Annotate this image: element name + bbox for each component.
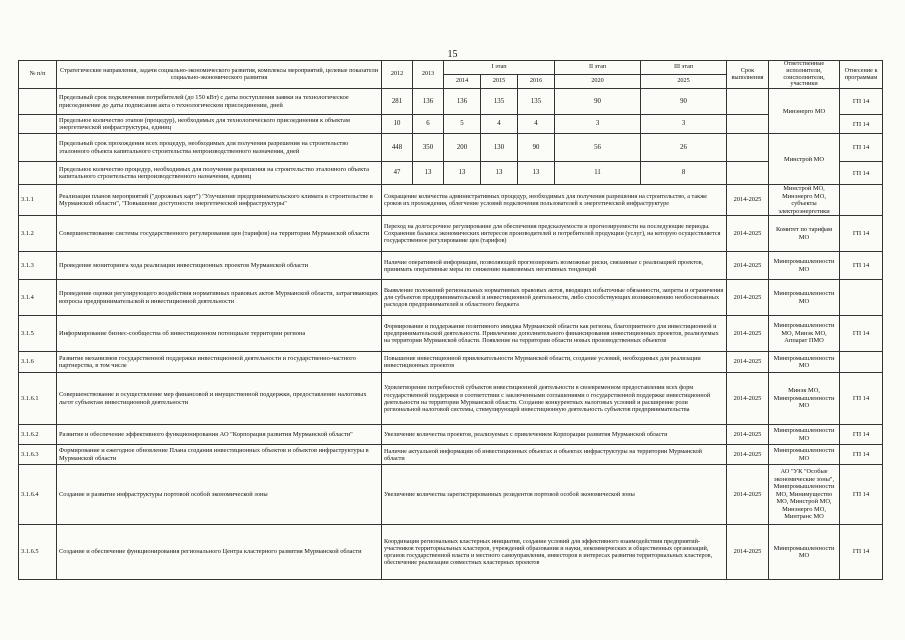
indicator-program: ГП 14 bbox=[840, 162, 883, 185]
indicator-value: 11 bbox=[555, 162, 641, 185]
measure-description: Сокращение количества административных процедур, необходимых для получения разрешения на строительство, а также сроков их прохождения, облегчение условий подключения пользователей к энергетической инфраструктуре bbox=[382, 185, 727, 216]
indicator-name: Предельный срок подключения потребителей (до 150 кВт) с даты поступления заявки на технологическое присоединение до даты подписания акта о технологическом присоединении, дней bbox=[57, 89, 382, 115]
indicator-value: 13 bbox=[444, 162, 481, 185]
header-stage-1: I этап bbox=[444, 61, 555, 75]
measure-term: 2014-2025 bbox=[727, 425, 769, 445]
indicator-value: 136 bbox=[444, 89, 481, 115]
measure-program: ГП 14 bbox=[840, 465, 883, 525]
measure-name: Создание и развитие инфраструктуры портовой особой экономической зоны bbox=[57, 465, 382, 525]
measure-num: 3.1.1 bbox=[19, 185, 57, 216]
indicator-responsible: Минэнерго МО bbox=[769, 89, 840, 134]
measure-row bbox=[19, 216, 883, 252]
measure-term: 2014-2025 bbox=[727, 373, 769, 425]
indicator-value: 3 bbox=[555, 115, 641, 134]
measure-description: Координация региональных кластерных инициатив, создание условий для эффективного взаимодействия предприятий-участников территориальных кластеров, учреждений образования и науки, некоммерческих и общественных организаций, органов государственной власти и местного самоуправления, инвесторов в интересах развития территориальных кластеров, обеспечение реализации совместных кластерных проектов bbox=[382, 525, 727, 580]
indicator-row bbox=[19, 162, 883, 185]
measure-responsible: Минпромышленности МО bbox=[769, 252, 840, 280]
measure-term: 2014-2025 bbox=[727, 465, 769, 525]
header-2025: 2025 bbox=[641, 75, 727, 89]
measure-responsible: АО "УК "Особые экономические зоны", Минпромышленности МО, Минимущество МО, Минстрой МО, Минэнерго МО, Минтранс МО bbox=[769, 465, 840, 525]
indicator-name: Предельное количество процедур, необходимых для получения разрешения на строительство эталонного объекта капитального строительства непроизводственного назначения, единиц bbox=[57, 162, 382, 185]
measure-term: 2014-2025 bbox=[727, 525, 769, 580]
measure-responsible: Минэк МО, Минпромышленности МО bbox=[769, 373, 840, 425]
measure-name: Формирование и ежегодное обновление Плана создания инвестиционных объектов и объектов инфраструктуры в Мурманской области bbox=[57, 445, 382, 465]
measure-responsible: Минпромышленности МО bbox=[769, 445, 840, 465]
measure-term: 2014-2025 bbox=[727, 445, 769, 465]
header-responsible: Ответственные исполнители, соисполнители, участники bbox=[769, 61, 840, 89]
measure-program bbox=[840, 352, 883, 373]
indicator-value: 136 bbox=[413, 89, 444, 115]
indicator-value: 350 bbox=[413, 134, 444, 162]
header-2016: 2016 bbox=[518, 75, 555, 89]
header-name: Стратегические направления, задачи социально-экономического развития, комплексы мероприятий, целевые показатели социально-экономического развития bbox=[57, 61, 382, 89]
strategy-table bbox=[18, 60, 883, 580]
indicator-value: 13 bbox=[518, 162, 555, 185]
measure-name: Информирование бизнес-сообщества об инвестиционном потенциале территории региона bbox=[57, 316, 382, 352]
page-number: 15 bbox=[447, 49, 458, 60]
indicator-value: 4 bbox=[518, 115, 555, 134]
measure-row bbox=[19, 280, 883, 316]
measure-name: Создание и обеспечение функционирования регионального Центра кластерного развития Мурманской области bbox=[57, 525, 382, 580]
measure-row bbox=[19, 425, 883, 445]
measure-program bbox=[840, 185, 883, 216]
header-program: Отнесение к программам bbox=[840, 61, 883, 89]
indicator-value: 8 bbox=[641, 162, 727, 185]
indicator-value: 90 bbox=[641, 89, 727, 115]
measure-name: Совершенствование и осуществление мер финансовой и имущественной поддержки, предоставление налоговых льгот субъектам инвестиционной деятельности bbox=[57, 373, 382, 425]
indicator-value: 448 bbox=[382, 134, 413, 162]
measure-description: Выявление положений региональных нормативных правовых актов, вводящих избыточные обязанности, запреты и ограничения для субъектов предпринимательской и инвестиционной деятельности, либо способствующих возникновению необоснованных расходов предпринимателей и областного бюджета bbox=[382, 280, 727, 316]
measure-program: ГП 14 bbox=[840, 316, 883, 352]
header-2015: 2015 bbox=[481, 75, 518, 89]
measure-program: ГП 14 bbox=[840, 525, 883, 580]
indicator-value: 10 bbox=[382, 115, 413, 134]
header-2012: 2012 bbox=[382, 61, 413, 89]
indicator-value: 4 bbox=[481, 115, 518, 134]
measure-num: 3.1.6.5 bbox=[19, 525, 57, 580]
indicator-row bbox=[19, 89, 883, 115]
header-stage-2: II этап bbox=[555, 61, 641, 75]
header-stage-3: III этап bbox=[641, 61, 727, 75]
measure-responsible: Минпромышленности МО bbox=[769, 425, 840, 445]
measure-num: 3.1.6.3 bbox=[19, 445, 57, 465]
measure-num: 3.1.6.4 bbox=[19, 465, 57, 525]
indicator-value: 135 bbox=[518, 89, 555, 115]
measure-description: Увеличение количества проектов, реализуемых с привлечением Корпорации развития Мурманской области bbox=[382, 425, 727, 445]
measure-program: ГП 14 bbox=[840, 252, 883, 280]
measure-responsible: Минпромышленности МО, Минэк МО, Аппарат ПМО bbox=[769, 316, 840, 352]
measure-row bbox=[19, 316, 883, 352]
indicator-value: 6 bbox=[413, 115, 444, 134]
measure-row bbox=[19, 525, 883, 580]
header-num: № п/п bbox=[19, 61, 57, 89]
measure-description: Наличие оперативной информации, позволяющей прогнозировать возможные риски, связанные с реализацией проектов, принимать оперативные меры по снижению выявляемых негативных тенденций bbox=[382, 252, 727, 280]
measure-program: ГП 14 bbox=[840, 445, 883, 465]
indicator-name: Предельное количество этапов (процедур), необходимых для технологического присоединения к объектам энергетической инфраструктуры, единиц bbox=[57, 115, 382, 134]
measure-num: 3.1.2 bbox=[19, 216, 57, 252]
indicator-program: ГП 14 bbox=[840, 89, 883, 115]
measure-description: Наличие актуальной информации об инвестиционных объектах и объектах инфраструктуры на территории Мурманской области bbox=[382, 445, 727, 465]
indicator-value: 130 bbox=[481, 134, 518, 162]
indicator-value: 5 bbox=[444, 115, 481, 134]
measure-num: 3.1.6 bbox=[19, 352, 57, 373]
measure-name: Развитие и обеспечение эффективного функционирования АО "Корпорация развития Мурманской области" bbox=[57, 425, 382, 445]
measure-responsible: Комитет по тарифам МО bbox=[769, 216, 840, 252]
measure-num: 3.1.6.1 bbox=[19, 373, 57, 425]
measure-description: Переход на долгосрочное регулирование для обеспечения предсказуемости и прогнозируемости на последующие периоды. Сохранение баланса экономических интересов производителей и потребителей продукции (услуг), на которую осуществляется государственное регулирование цен (тарифов) bbox=[382, 216, 727, 252]
indicator-value: 47 bbox=[382, 162, 413, 185]
measure-name: Реализация планов мероприятий ("дорожных карт") "Улучшение предпринимательского климата в строительстве в Мурманской области", "Повышение доступности энергетической инфраструктуры" bbox=[57, 185, 382, 216]
measure-responsible: Минпромышленности МО bbox=[769, 525, 840, 580]
indicator-value: 135 bbox=[481, 89, 518, 115]
indicator-value: 13 bbox=[413, 162, 444, 185]
measure-term: 2014-2025 bbox=[727, 185, 769, 216]
measure-description: Формирование и поддержание позитивного имиджа Мурманской области как региона, благоприятного для инвестиционной и предпринимательской деятельности. Привлечение дополнительного финансирования инвестиционных проектов, реализуемых на территории Мурманской области. Появление на территории области новых производственных объектов bbox=[382, 316, 727, 352]
measure-name: Проведение мониторинга хода реализации инвестиционных проектов Мурманской области bbox=[57, 252, 382, 280]
measure-row bbox=[19, 373, 883, 425]
measure-responsible: Минстрой МО, Минэнерго МО, субъекты электроэнергетики bbox=[769, 185, 840, 216]
measure-num: 3.1.4 bbox=[19, 280, 57, 316]
measure-program: ГП 14 bbox=[840, 425, 883, 445]
indicator-row bbox=[19, 134, 883, 162]
indicator-program: ГП 14 bbox=[840, 134, 883, 162]
measure-responsible: Минпромышленности МО bbox=[769, 280, 840, 316]
header-term: Срок выполнения bbox=[727, 61, 769, 89]
header-2014: 2014 bbox=[444, 75, 481, 89]
indicator-value: 200 bbox=[444, 134, 481, 162]
indicator-value: 90 bbox=[555, 89, 641, 115]
measure-row bbox=[19, 352, 883, 373]
indicator-row bbox=[19, 115, 883, 134]
measure-term: 2014-2025 bbox=[727, 252, 769, 280]
measure-term: 2014-2025 bbox=[727, 280, 769, 316]
indicator-value: 56 bbox=[555, 134, 641, 162]
indicator-value: 13 bbox=[481, 162, 518, 185]
measure-num: 3.1.3 bbox=[19, 252, 57, 280]
indicator-responsible: Минстрой МО bbox=[769, 134, 840, 185]
measure-row bbox=[19, 445, 883, 465]
header-2013: 2013 bbox=[413, 61, 444, 89]
indicator-value: 26 bbox=[641, 134, 727, 162]
measure-row bbox=[19, 252, 883, 280]
measure-num: 3.1.6.2 bbox=[19, 425, 57, 445]
measure-row bbox=[19, 465, 883, 525]
measure-responsible: Минпромышленности МО bbox=[769, 352, 840, 373]
indicator-value: 281 bbox=[382, 89, 413, 115]
measure-name: Совершенствование системы государственного регулирования цен (тарифов) на территории Мурманской области bbox=[57, 216, 382, 252]
indicator-name: Предельный срок прохождения всех процедур, необходимых для получения разрешения на строительство эталонного объекта капитального строительства непроизводственного назначения, дней bbox=[57, 134, 382, 162]
measure-name: Проведение оценки регулирующего воздействия нормативных правовых актов Мурманской области, затрагивающих вопросы предпринимательской и инвестиционной деятельности bbox=[57, 280, 382, 316]
measure-term: 2014-2025 bbox=[727, 316, 769, 352]
measure-row bbox=[19, 185, 883, 216]
measure-program: ГП 14 bbox=[840, 216, 883, 252]
measure-term: 2014-2025 bbox=[727, 216, 769, 252]
measure-program: ГП 14 bbox=[840, 373, 883, 425]
measure-description: Повышение инвестиционной привлекательности Мурманской области, создание условий, необходимых для реализации инвестиционных проектов bbox=[382, 352, 727, 373]
measure-description: Удовлетворение потребностей субъектов инвестиционной деятельности в своевременном предоставлении всех форм государственной поддержки в соответствии с заключенными соглашениями о государственной поддержке инвестиционной деятельности на территории Мурманской области. Создание конкурентных налоговых условий и расширение роли региональной налоговой системы, стимулирующей инвестиционную деятельность субъектов предпринимательства bbox=[382, 373, 727, 425]
measure-name: Развитие механизмов государственной поддержки инвестиционной деятельности и государственно-частного партнерства, в том числе bbox=[57, 352, 382, 373]
measure-num: 3.1.5 bbox=[19, 316, 57, 352]
indicator-value: 90 bbox=[518, 134, 555, 162]
measure-description: Увеличение количества зарегистрированных резидентов портовой особой экономической зоны bbox=[382, 465, 727, 525]
header-2020: 2020 bbox=[555, 75, 641, 89]
measure-term: 2014-2025 bbox=[727, 352, 769, 373]
indicator-program: ГП 14 bbox=[840, 115, 883, 134]
indicator-value: 3 bbox=[641, 115, 727, 134]
measure-program bbox=[840, 280, 883, 316]
